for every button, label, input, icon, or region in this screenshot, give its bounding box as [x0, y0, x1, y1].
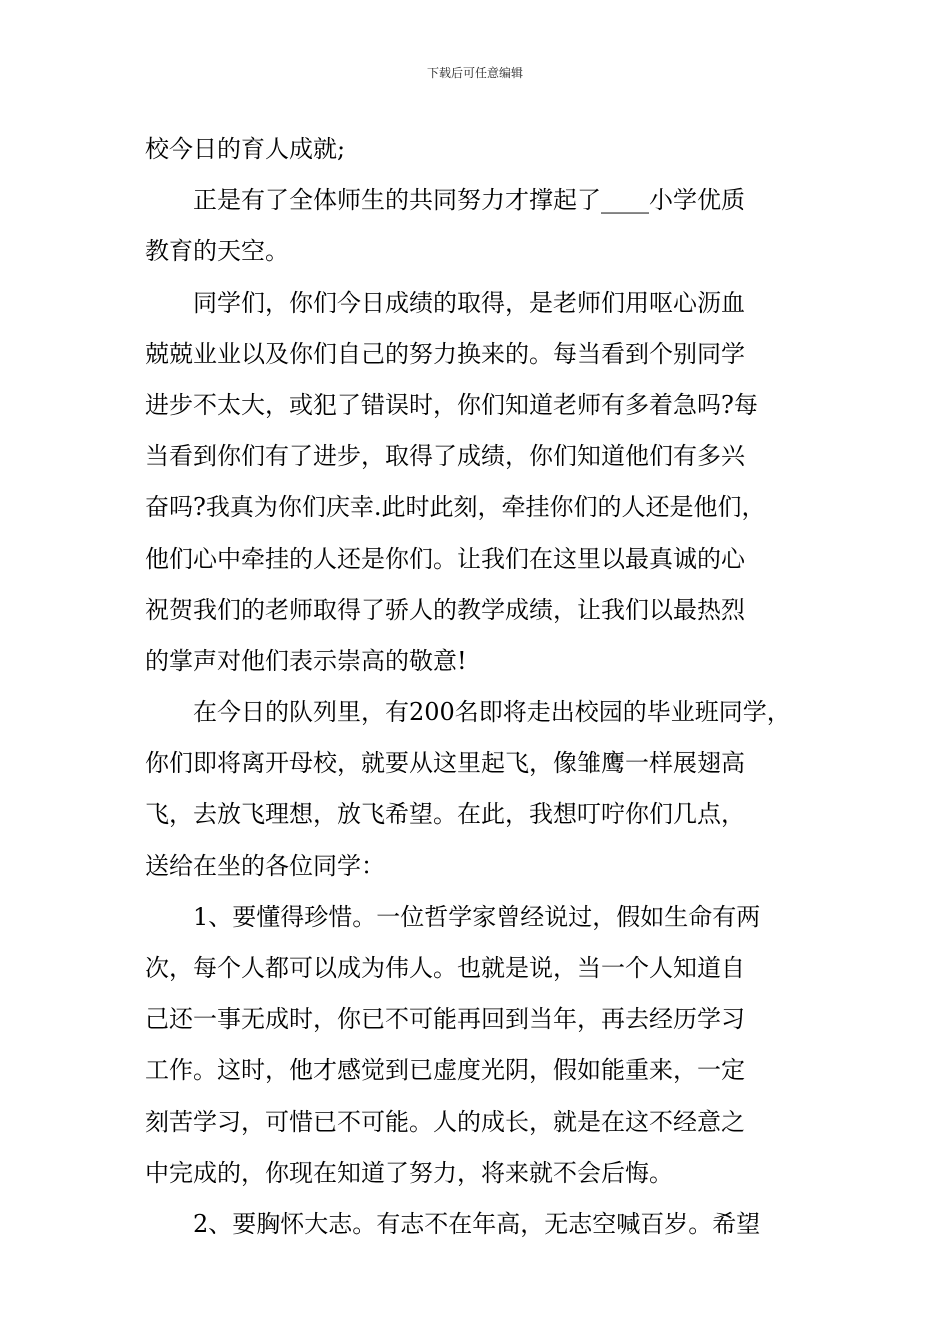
- text-line: 他们心中牵挂的人还是你们。让我们在这里以最真诚的心: [145, 544, 745, 573]
- text-line: 1、要懂得珍惜。一位哲学家曾经说过，假如生命有两: [193, 902, 761, 931]
- text-line: 刻苦学习，可惜已不可能。人的成长，就是在这不经意之: [145, 1107, 745, 1136]
- text-line: 飞，去放飞理想，放飞希望。在此，我想叮咛你们几点，: [145, 800, 745, 829]
- text-line: 奋吗?我真为你们庆幸.此时此刻，牵挂你们的人还是他们，: [145, 493, 766, 522]
- text-line: 教育的天空。: [145, 237, 289, 266]
- text-line: 祝贺我们的老师取得了骄人的教学成绩，让我们以最热烈: [145, 595, 745, 624]
- text-line: 你们即将离开母校，就要从这里起飞，像雏鹰一样展翅高: [145, 749, 745, 778]
- text-line: 校今日的育人成就;: [145, 135, 346, 163]
- text-line: 进步不太大，或犯了错误时，你们知道老师有多着急吗?每: [145, 390, 758, 419]
- page-header: 下载后可任意编辑: [426, 66, 523, 80]
- text-line: 次，每个人都可以成为伟人。也就是说，当一个人知道自: [145, 954, 745, 982]
- text-line: 兢兢业业以及你们自己的努力换来的。每当看到个别同学: [145, 339, 745, 368]
- text-line: 己还一事无成时，你已不可能再回到当年，再去经历学习: [145, 1005, 745, 1034]
- text-line: 的掌声对他们表示崇高的敬意!: [145, 646, 467, 675]
- text-line: 2、要胸怀大志。有志不在年高，无志空喊百岁。希望: [193, 1209, 761, 1238]
- text-line: 送给在坐的各位同学：: [145, 851, 385, 880]
- text-line: 中完成的，你现在知道了努力，将来就不会后悔。: [145, 1158, 673, 1187]
- text-line: 工作。这时，他才感觉到已虚度光阴，假如能重来，一定: [145, 1056, 745, 1085]
- text-line: 同学们，你们今日成绩的取得，是老师们用呕心沥血: [193, 288, 745, 317]
- text-line: 正是有了全体师生的共同努力才撑起了____小学优质: [193, 186, 745, 215]
- body-text: [145, 128, 807, 1254]
- text-line: 在今日的队列里，有200名即将走出校园的毕业班同学，: [193, 698, 791, 727]
- text-line: 当看到你们有了进步，取得了成绩，你们知道他们有多兴: [145, 442, 745, 471]
